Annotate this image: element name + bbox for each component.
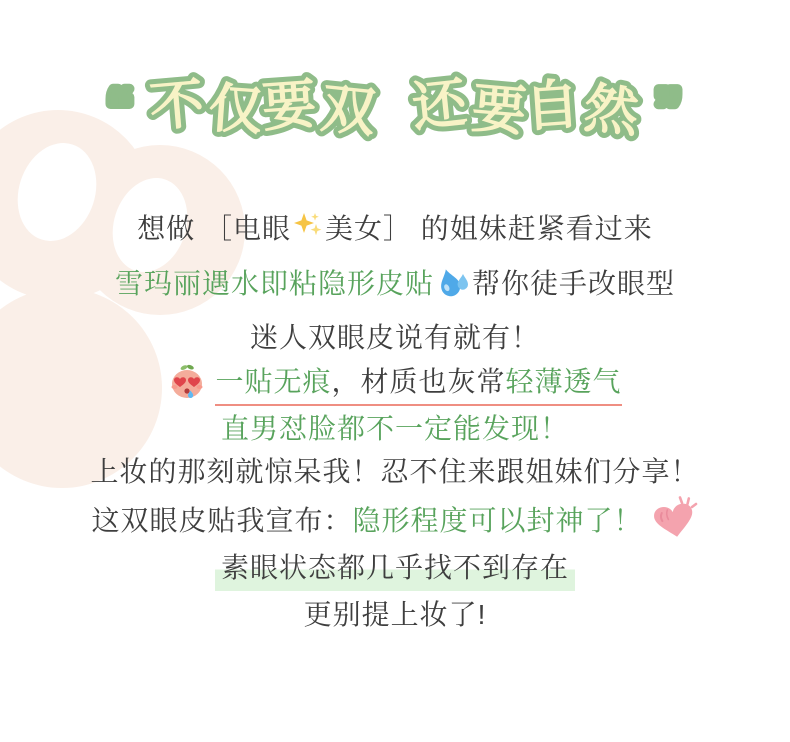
line5-text: 直男怼脸都不一定能发现！ (220, 413, 569, 444)
body-line-5 (0, 405, 790, 452)
line3-text: 迷人双眼皮说有就有！ (249, 322, 540, 353)
line1-text-pre: 想做 ［电眼 (137, 213, 291, 244)
body-line-1 (0, 205, 790, 252)
highlighted-text: 素眼状态都几乎找不到存在 (215, 552, 575, 591)
line1-text-post: 美女］ 的姐妹赶紧看过来 (325, 213, 653, 244)
line4-comma: ， (331, 366, 361, 397)
svg-text:“不仅要双 还要自然” (106, 72, 683, 143)
sparkles-icon (293, 211, 323, 241)
body-line-8 (0, 544, 790, 591)
body-line-9 (0, 591, 790, 638)
heart-eyes-peach-emoji (168, 362, 206, 400)
line6-text: 上妆的那刻就惊呆我！忍不住来跟姐妹们分享！ (90, 456, 700, 487)
water-drops-icon (437, 267, 469, 297)
close-quote: ” (654, 78, 684, 138)
title-main-text: 不仅要双 还要自然 (147, 72, 644, 144)
sketch-heart-icon (649, 496, 699, 542)
line9-text: 更别提上妆了! (303, 599, 487, 630)
line4-dark: 材质也灰常 (360, 366, 506, 397)
body-line-3 (0, 314, 790, 361)
body-line-6 (0, 448, 790, 495)
underlined-claim (215, 366, 621, 406)
line4-green2: 轻薄透气 (505, 366, 622, 397)
open-quote: “ (106, 78, 136, 138)
line7-text-green: 隐形程度可以封神了！ (352, 505, 643, 536)
body-line-2 (0, 260, 790, 307)
line4-green1: 一贴无痕 (215, 366, 332, 397)
line7-text-dark: 这双眼皮贴我宣布： (91, 505, 353, 536)
line2-text-dark: 帮你徒手改眼型 (472, 268, 676, 299)
page-title (45, 48, 745, 158)
brand-product-text: 雪玛丽遇水即粘隐形皮贴 (114, 268, 434, 299)
body-line-7 (0, 496, 790, 543)
body-line-4 (0, 358, 790, 405)
